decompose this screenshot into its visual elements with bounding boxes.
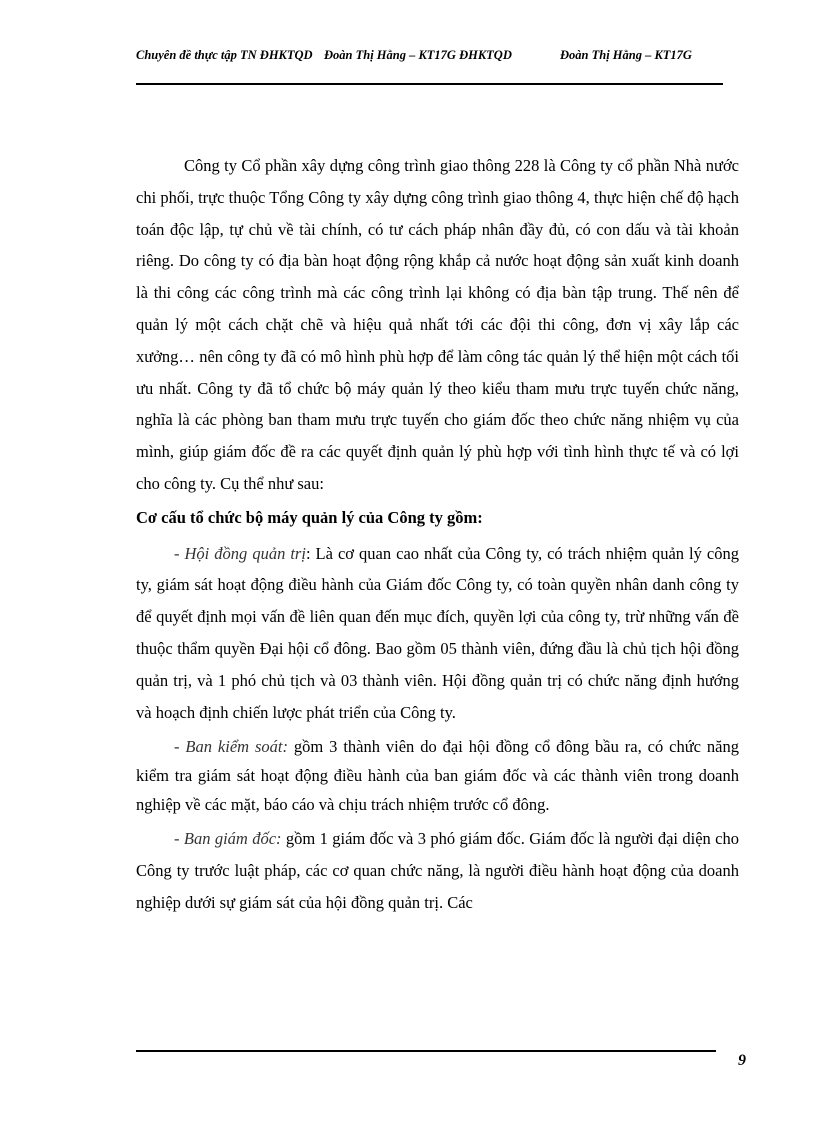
item-term: - Ban giám đốc:: [174, 829, 282, 849]
item-description: gồm 3 thành viên do đại hội đồng cổ đông bầu ra, có chức năng kiểm tra giám sát hoạt động điều hành của ban giám đốc và các thành viên trong doanh nghiệp về các mặt, báo cáo và chịu trách nhiệm trước cổ đông.: [136, 737, 739, 815]
item-description: : Là cơ quan cao nhất của Công ty, có trách nhiệm quản lý công ty, giám sát hoạt động điều hành của Giám đốc Công ty, có toàn quyền nhân danh công ty để quyết định mọi vấn đề liên quan đến mục đích, quyền lợi của công ty, trừ những vấn đề thuộc thẩm quyền Đại hội cổ đông. Bao gồm 05 thành viên, đứng đầu là chủ tịch hội đồng quản trị, và 1 phó chủ tịch và 03 thành viên. Hội đồng quản trị có chức năng định hướng và hoạch định chiến lược phát triển của Công ty.: [136, 543, 739, 722]
page-number: 9: [738, 1052, 746, 1069]
section-heading: Cơ cấu tổ chức bộ máy quản lý của Công ty gồm:: [136, 507, 483, 527]
header-thesis-title: Chuyên đề thực tập TN ĐHKTQD: [136, 48, 313, 62]
header-author-center: Đoàn Thị Hằng – KT17G ĐHKTQD: [324, 48, 512, 62]
item-supervisory-board: [136, 732, 739, 819]
intro-paragraph: Công ty Cổ phần xây dựng công trình giao thông 228 là Công ty cổ phần Nhà nước chi phối, trực thuộc Tổng Công ty xây dựng công trình giao thông 4, thực hiện chế độ hạch toán độc lập, tự chủ về tài chính, có tư cách pháp nhân đầy đủ, có con dấu và tài khoản riêng. Do công ty có địa bàn hoạt động rộng khắp cả nước hoạt động sản xuất kinh doanh là thi công các công trình mà các công trình lại không có địa bàn tập trung. Thế nên để quản lý một cách chặt chẽ và hiệu quả nhất tới các đội thi công, đơn vị xây lắp các xưởng… nên công ty đã có mô hình phù hợp để làm công tác quản lý thể hiện một cách tối ưu nhất. Công ty đã tổ chức bộ máy quản lý theo kiểu tham mưu trực tuyến chức năng, nghĩa là các phòng ban tham mưu trực tuyến cho giám đốc theo chức năng nhiệm vụ của mình, giúp giám đốc đề ra các quyết định quản lý phù hợp với tình hình thực tế và có lợi cho công ty. Cụ thể như sau:: [136, 156, 739, 493]
footer-rule: [136, 1050, 716, 1052]
item-description: gồm 1 giám đốc và 3 phó giám đốc. Giám đốc là người đại diện cho Công ty trước luật pháp, các cơ quan chức năng, là người điều hành hoạt động của doanh nghiệp dưới sự giám sát của hội đồng quản trị. Các: [136, 829, 739, 912]
header-author-right: Đoàn Thị Hằng – KT17G: [560, 48, 692, 62]
page-header: [136, 48, 736, 82]
header-rule: [136, 83, 723, 85]
item-executive-board: [136, 823, 739, 918]
item-term: - Hội đồng quản trị: [174, 543, 306, 563]
document-body: [136, 150, 739, 923]
item-board-of-directors: [136, 538, 739, 729]
item-term: - Ban kiểm soát:: [174, 737, 288, 757]
